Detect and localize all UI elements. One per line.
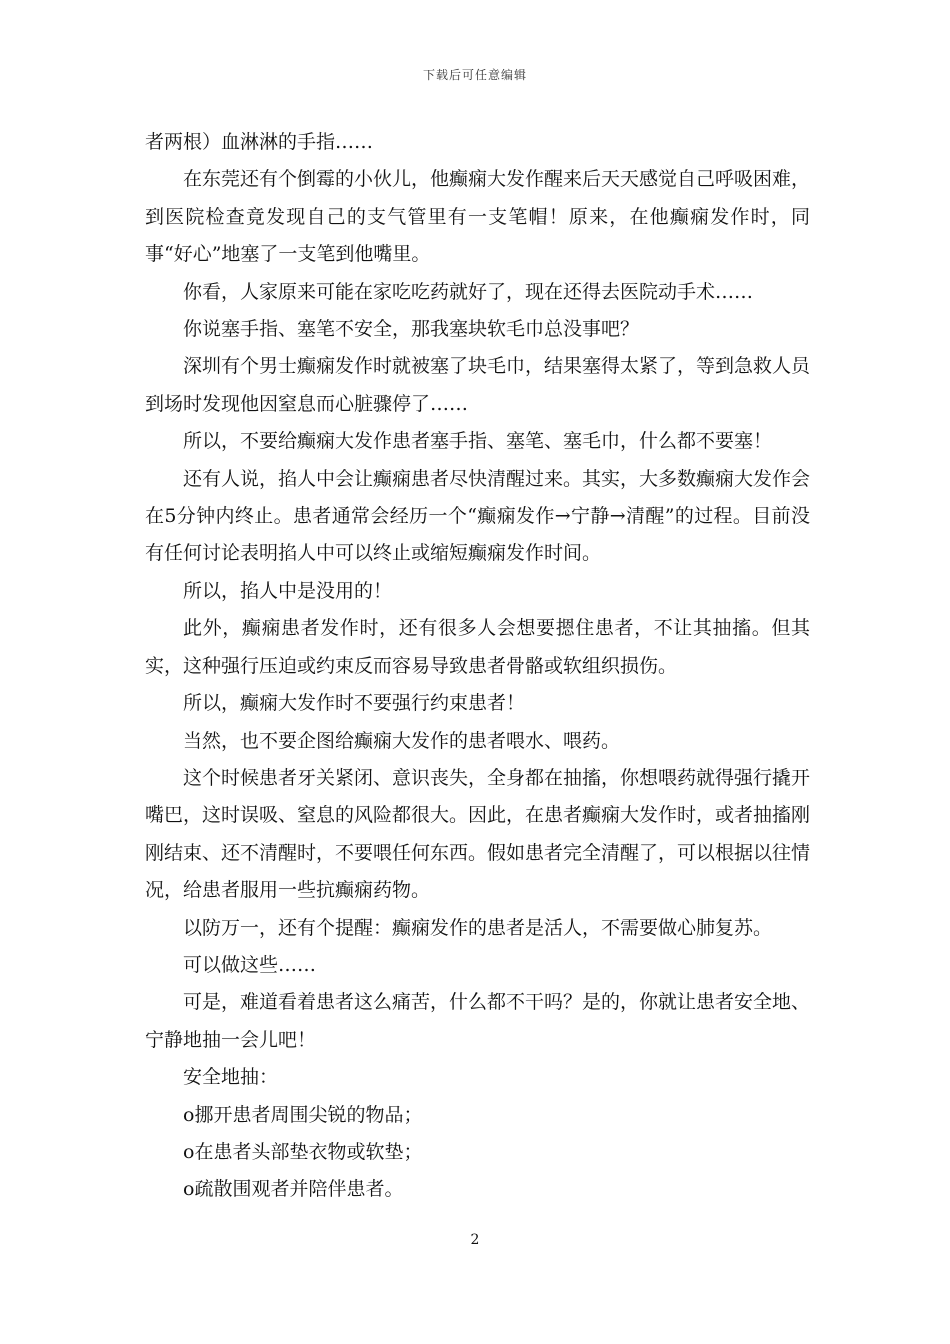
page-number: 2 xyxy=(470,1232,480,1248)
paragraph: 你看，人家原来可能在家吃吃药就好了，现在还得去医院动手术…… xyxy=(183,280,754,303)
paragraph: 可以做这些…… xyxy=(183,953,317,976)
paragraph: 可是，难道看着患者这么痛苦，什么都不干吗？是的，你就让患者安全地、宁静地抽一会儿吧！ xyxy=(145,991,811,1051)
paragraph: 这个时候患者牙关紧闭、意识丧失，全身都在抽搐，你想喂药就得强行撬开嘴巴，这时误吸、窒息的风险都很大。因此，在患者癫痫大发作时，或者抽搐刚刚结束、还不清醒时，不要喂任何东西。假如患者完全清醒了，可以根据以往情况，给患者服用一些抗癫痫药物。 xyxy=(145,766,811,902)
paragraph: 此外，癫痫患者发作时，还有很多人会想要摁住患者，不让其抽搐。但其实，这种强行压迫或约束反而容易导致患者骨骼或软组织损伤。 xyxy=(145,617,810,677)
paragraph: 你说塞手指、塞笔不安全，那我塞块软毛巾总没事吧？ xyxy=(183,318,640,341)
list-item: o挪开患者周围尖锐的物品； xyxy=(183,1103,423,1126)
paragraph: 当然，也不要企图给癫痫大发作的患者喂水、喂药。 xyxy=(183,729,621,752)
paragraph: 安全地抽： xyxy=(183,1066,279,1089)
document-body xyxy=(145,124,810,1209)
paragraph: 以防万一，还有个提醒：癫痫发作的患者是活人，不需要做心肺复苏。 xyxy=(183,916,773,939)
paragraph: 深圳有个男士癫痫发作时就被塞了块毛巾，结果塞得太紧了，等到急救人员到场时发现他因窒息而心脏骤停了…… xyxy=(145,355,811,415)
paragraph: 者两根）血淋淋的手指…… xyxy=(145,131,374,153)
page-header: 下载后可任意编辑 xyxy=(422,68,527,82)
paragraph: 所以，掐人中是没用的！ xyxy=(183,579,393,602)
paragraph: 在东莞还有个倒霉的小伙儿，他癫痫大发作醒来后天天感觉自己呼吸困难，到医院检查竟发现自己的支气管里有一支笔帽！原来，在他癫痫发作时，同事“好心”地塞了一支笔到他嘴里。 xyxy=(145,168,811,266)
list-item: o疏散围观者并陪伴患者。 xyxy=(183,1178,404,1201)
paragraph: 还有人说，掐人中会让癫痫患者尽快清醒过来。其实，大多数癫痫大发作会在5分钟内终止。患者通常会经历一个“癫痫发作→宁静→清醒”的过程。目前没有任何讨论表明掐人中可以终止或缩短癫痫发作时间。 xyxy=(145,467,811,565)
paragraph: 所以，不要给癫痫大发作患者塞手指、塞笔、塞毛巾，什么都不要塞！ xyxy=(183,430,773,453)
paragraph: 所以，癫痫大发作时不要强行约束患者！ xyxy=(183,692,526,715)
list-item: o在患者头部垫衣物或软垫； xyxy=(183,1140,423,1163)
